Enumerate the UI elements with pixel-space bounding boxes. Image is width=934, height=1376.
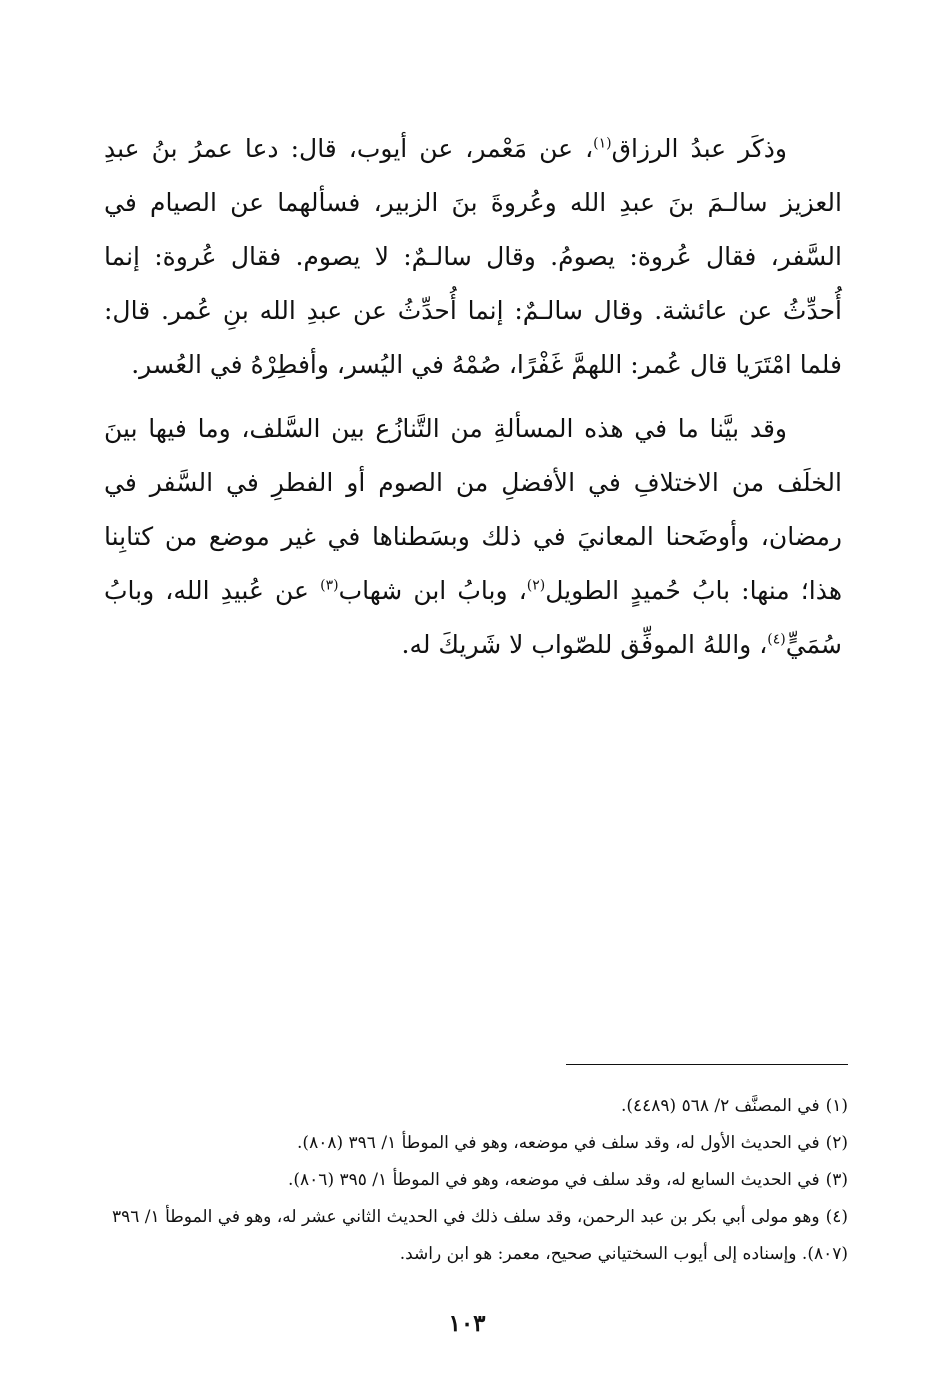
paragraph-1-part-b: ، عن مَعْمر، عن أيوب، قال: دعا عمرُ بنُ عبدِ العزيز سالـمَ بنَ عبدِ الله وعُروةَ بنَ الزبير، فسألهما عن الصيام في السَّفر، فقال عُروة: يصومُ. وقال سالـمٌ: لا يصوم. فقال عُروة: إنما أُحدِّثُ عن عائشة. وقال سالـمٌ: إنما أُحدِّثُ عن عبدِ الله بنِ عُمر. قال: فلما امْتَرَيا قال عُمر: اللهمَّ غَفْرًا، صُمْهُ في اليُسر، وأفطِرْهُ في العُسر. (104, 134, 842, 379)
footnote-text: في الحديث السابع له، وقد سلف في موضعه، وهو في الموطأ ١/ ٣٩٥ (٨٠٦). (287, 1170, 820, 1190)
footnote-text: في الحديث الأول له، وقد سلف في موضعه، وهو في الموطأ ١/ ٣٩٦ (٨٠٨). (297, 1133, 820, 1153)
paragraph-2-part-c: عن عُبيدِ الله، وبابُ سُمَيٍّ (104, 576, 842, 659)
footnote-ref-3: (٣) (320, 577, 339, 594)
footnote-3 (104, 1162, 848, 1199)
paragraph-2-part-d: ، واللهُ الموفِّق للصّواب لا شَريكَ له. (401, 630, 768, 659)
footnote-ref-1: (١) (593, 135, 612, 152)
paragraph-2-part-b: ، وبابُ ابن شهاب (338, 576, 527, 605)
footnote-number: (٢) (825, 1133, 848, 1153)
footnote-1 (104, 1088, 848, 1125)
footnote-number: (٣) (825, 1170, 848, 1190)
footnotes (104, 1088, 848, 1273)
paragraph-1 (104, 122, 842, 392)
paragraph-2 (104, 402, 842, 672)
footnote-text: وهو مولى أبي بكر بن عبد الرحمن، وقد سلف ذلك في الحديث الثاني عشر له، وهو في الموطأ ١/ ٣٩٦ (٨٠٧). وإسناده إلى أيوب السختياني صحيح، معمر: هو ابن راشد. (112, 1207, 848, 1264)
footnote-number: (١) (825, 1096, 848, 1116)
footnote-text: في المصنَّف ٢/ ٥٦٨ (٤٤٨٩). (620, 1096, 820, 1116)
main-text (104, 122, 842, 672)
paragraph-2-part-a: وقد بيَّنا ما في هذه المسألةِ من التَّنازُع بين السَّلف، وما فيها بينَ الخلَف من الاختلافِ في الأفضلِ من الصوم أو الفطرِ في السَّفر في رمضان، وأوضَحنا المعانيَ في ذلك وبسَطناها في غير موضع من كتابِنا هذا؛ منها: بابُ حُميدٍ الطويل (104, 414, 843, 605)
footnote-divider (566, 1064, 848, 1065)
footnote-ref-4: (٤) (767, 631, 786, 648)
footnote-ref-2: (٢) (526, 577, 546, 594)
footnote-number: (٤) (825, 1207, 848, 1227)
footnote-4 (104, 1199, 848, 1273)
paragraph-1-part-a: وذكَر عبدُ الرزاق (611, 134, 787, 163)
footnote-2 (104, 1125, 848, 1162)
page-number: ١٠٣ (448, 1310, 486, 1337)
